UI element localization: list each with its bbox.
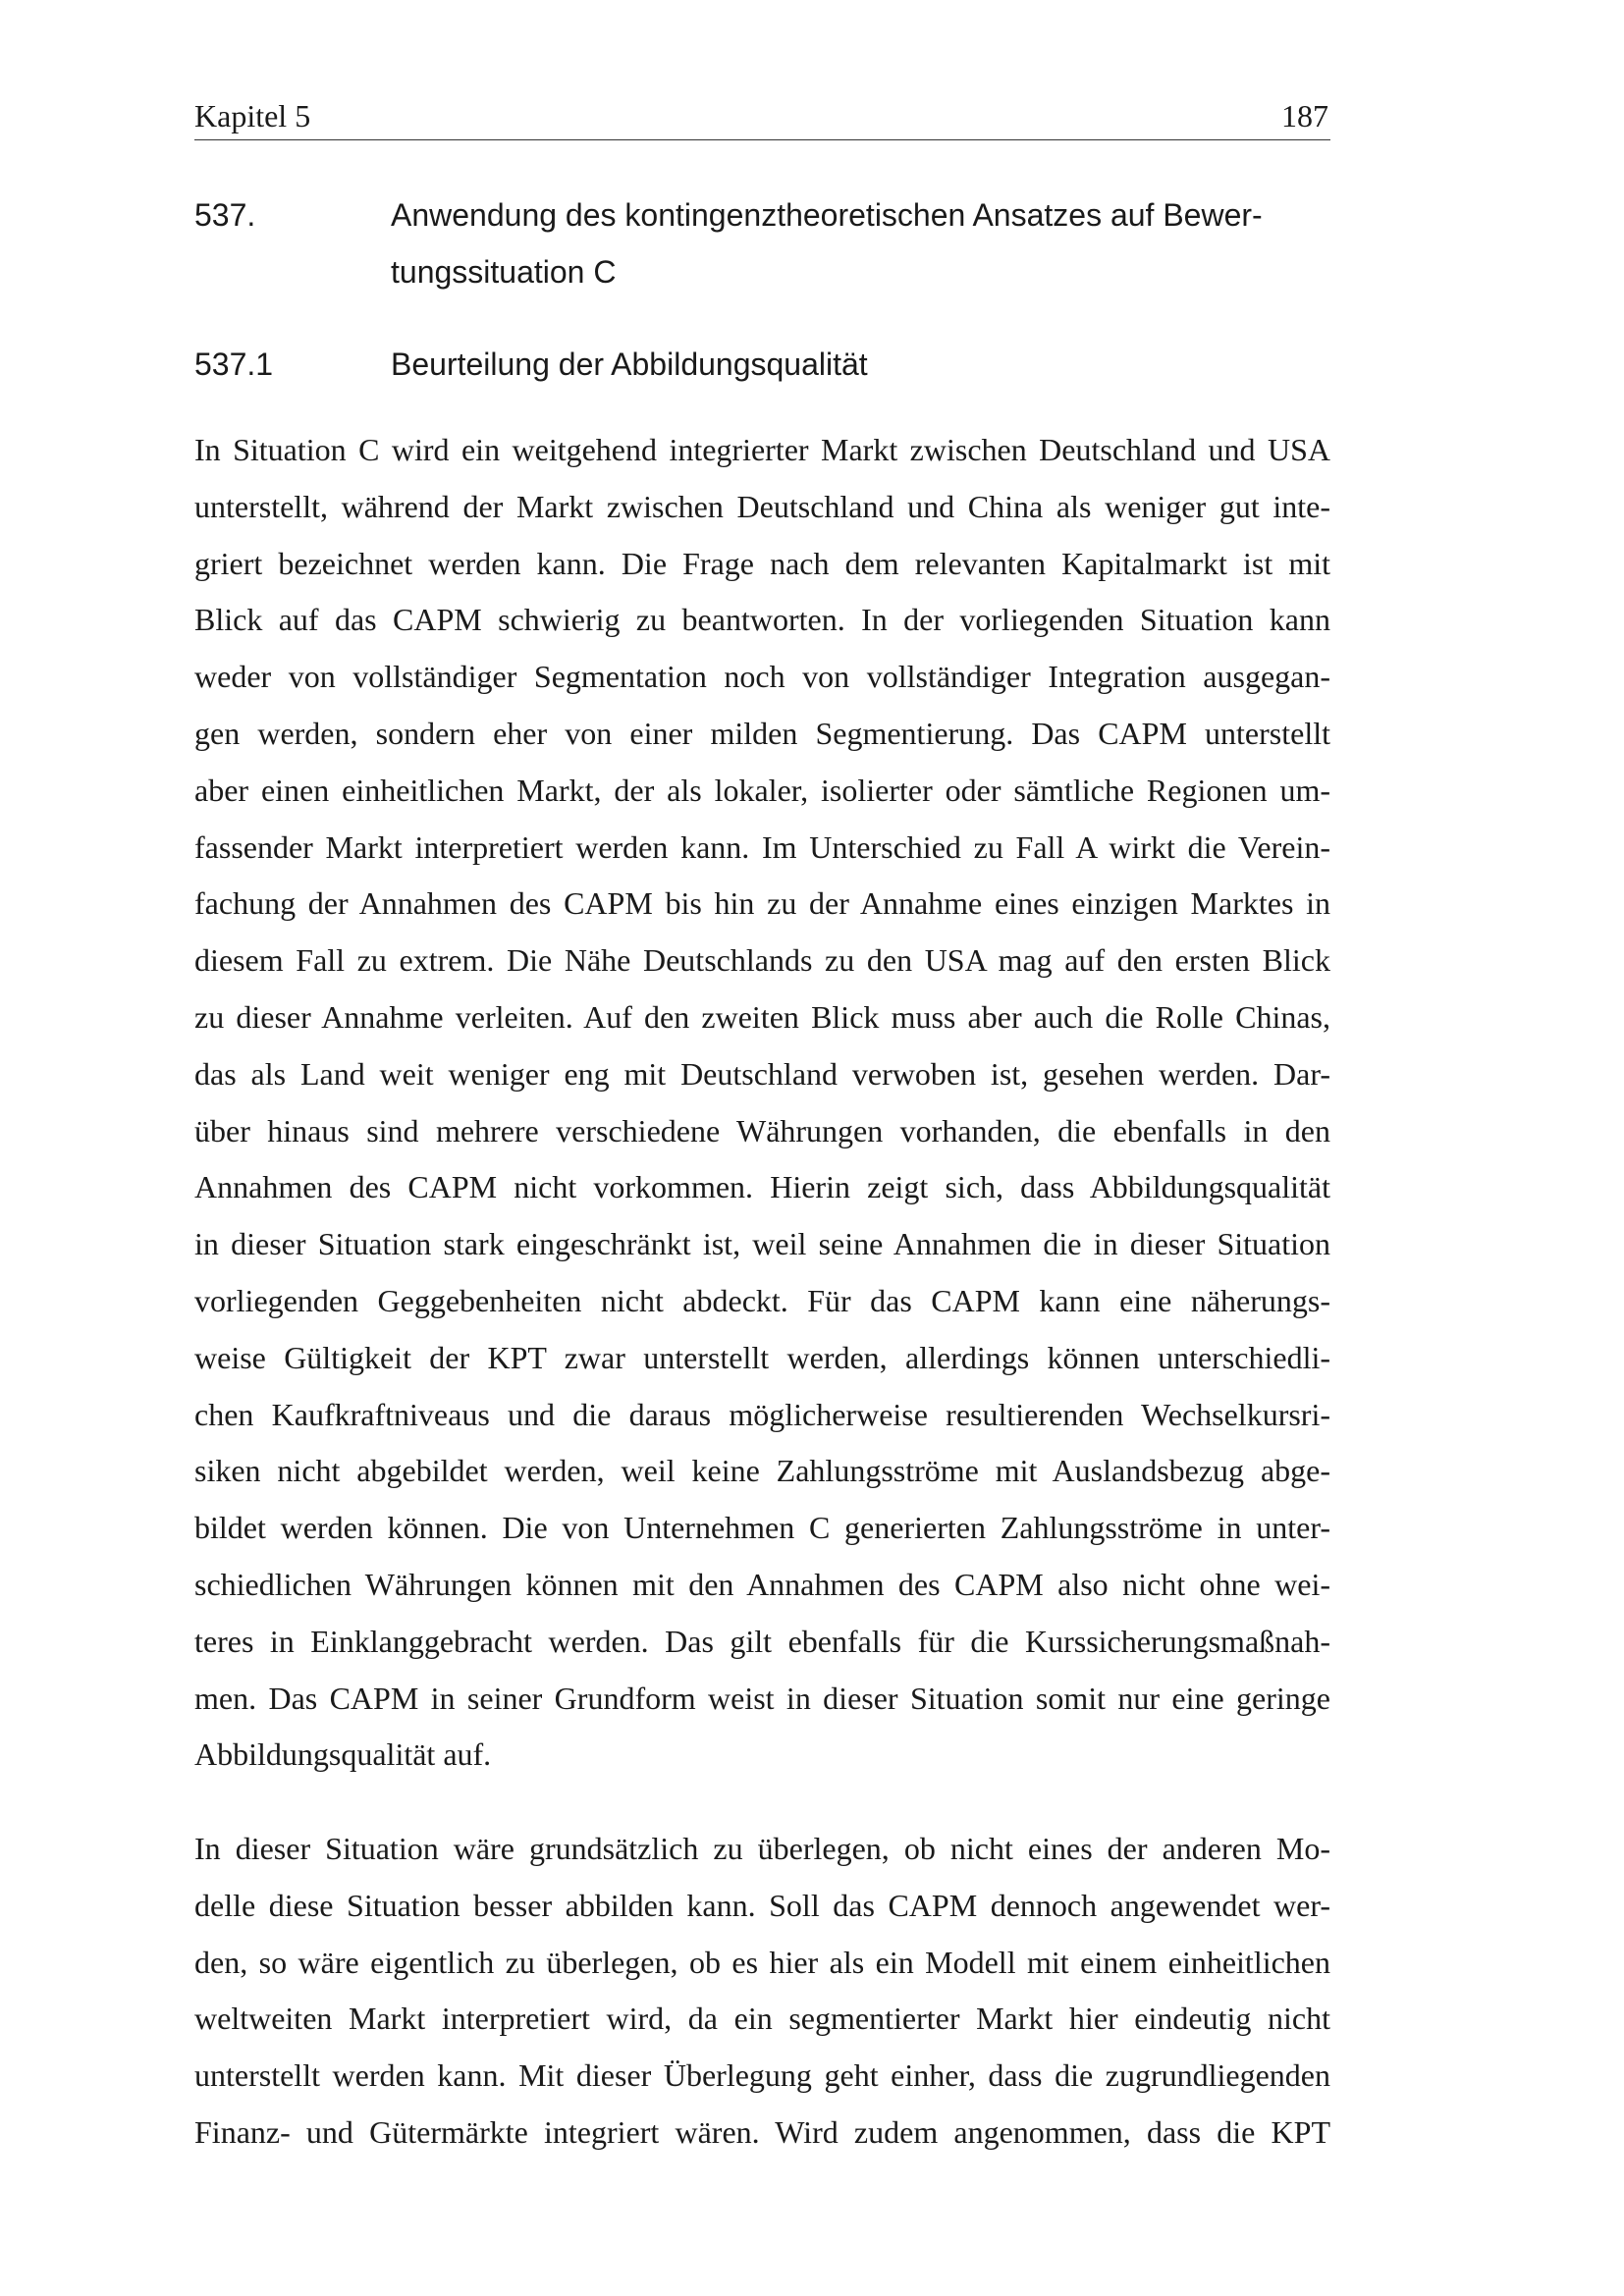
text-line: Abbildungsqualität auf. [194,1736,492,1773]
text-line: zu dieser Annahme verleiten. Auf den zweiten Blick muss aber auch die Rolle Chinas, [194,998,1330,1035]
section-number: 537. [194,197,256,233]
text-line: den, so wäre eigentlich zu überlegen, ob es hier als ein Modell mit einem einheitlichen [194,1944,1330,1980]
text-line: weltweiten Markt interpretiert wird, da ein segmentierter Markt hier eindeutig nicht [194,2001,1330,2037]
text-line: diesem Fall zu extrem. Die Nähe Deutschlands zu den USA mag auf den ersten Blick [194,942,1330,979]
body-paragraph-1 [194,422,1330,1784]
text-line: weise Gültigkeit der KPT zwar unterstellt werden, allerdings können unterschiedli- [194,1339,1330,1375]
text-line: delle diese Situation besser abbilden kann. Soll das CAPM dennoch angewendet wer- [194,1887,1330,1923]
body-paragraph-2 [194,1821,1330,2162]
text-line: vorliegenden Geggebenheiten nicht abdeckt. Für das CAPM kann eine näherungs- [194,1282,1330,1318]
text-line: über hinaus sind mehrere verschiedene Währungen vorhanden, die ebenfalls in den [194,1112,1330,1148]
section-title-line: Anwendung des kontingenztheoretischen Ansatzes auf Bewer- [391,197,1263,233]
text-line: In Situation C wird ein weitgehend integrierter Markt zwischen Deutschland und USA [194,432,1330,467]
text-line: men. Das CAPM in seiner Grundform weist in dieser Situation somit nur eine geringe [194,1680,1330,1716]
text-line: weder von vollständiger Segmentation noch von vollständiger Integration ausgegan- [194,659,1330,695]
text-line: fassender Markt interpretiert werden kann. Im Unterschied zu Fall A wirkt die Verein- [194,828,1330,865]
text-line: Blick auf das CAPM schwierig zu beantworten. In der vorliegenden Situation kann [194,602,1330,638]
text-line: das als Land weit weniger eng mit Deutschland verwoben ist, gesehen werden. Dar- [194,1055,1330,1092]
text-line: Finanz- und Gütermärkte integriert wären. Wird zudem angenommen, dass die KPT [194,2113,1330,2150]
page-number: 187 [1281,98,1328,133]
text-line: siken nicht abgebildet werden, weil keine Zahlungsströme mit Auslandsbezug abge- [194,1453,1330,1489]
section-title-line: tungssituation C [391,254,617,290]
text-line: in dieser Situation stark eingeschränkt ist, weil seine Annahmen die in dieser Situation [194,1226,1330,1262]
text-line: teres in Einklanggebracht werden. Das gilt ebenfalls für die Kurssicherungsmaßnah- [194,1623,1330,1659]
text-line: griert bezeichnet werden kann. Die Frage nach dem relevanten Kapitalmarkt ist mit [194,545,1330,581]
text-line: chen Kaufkraftniveaus und die daraus möglicherweise resultierenden Wechselkursri- [194,1396,1330,1432]
subsection-title: Beurteilung der Abbildungsqualität [391,347,868,382]
text-line: unterstellt werden kann. Mit dieser Überlegung geht einher, dass die zugrundliegenden [194,2057,1330,2094]
text-line: bildet werden können. Die von Unternehmen C generierten Zahlungsströme in unter- [194,1510,1330,1546]
running-header [194,94,1330,140]
text-line: unterstellt, während der Markt zwischen Deutschland und China als weniger gut inte- [194,488,1330,524]
text-line: In dieser Situation wäre grundsätzlich zu überlegen, ob nicht eines der anderen Mo- [194,1831,1330,1866]
subsection-number: 537.1 [194,347,274,382]
text-line: Annahmen des CAPM nicht vorkommen. Hierin zeigt sich, dass Abbildungsqualität [194,1169,1330,1205]
text-line: schiedlichen Währungen können mit den Annahmen des CAPM also nicht ohne wei- [194,1566,1330,1602]
text-line: aber einen einheitlichen Markt, der als lokaler, isolierter oder sämtliche Regionen um- [194,772,1330,808]
chapter-label: Kapitel 5 [194,98,311,133]
text-line: gen werden, sondern eher von einer milden Segmentierung. Das CAPM unterstellt [194,715,1330,751]
text-line: fachung der Annahmen des CAPM bis hin zu der Annahme eines einzigen Marktes in [194,885,1330,922]
section-title [391,187,1330,300]
